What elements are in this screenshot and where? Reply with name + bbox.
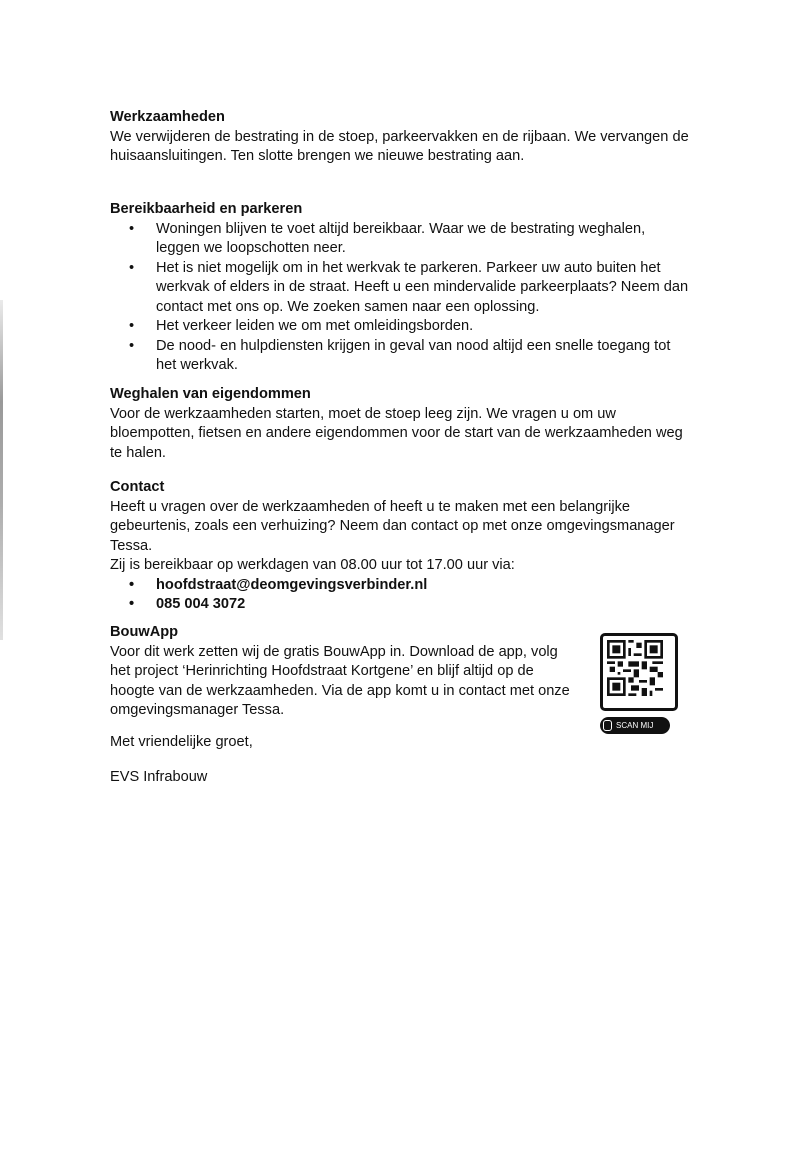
list-item: • Het is niet mogelijk om in het werkvak te parkeren. Parkeer uw auto buiten het werkvak of elders in de straat. Heeft u een mindervalide parkeerplaats? Neem dan contact met ons op. We zoeken samen naar een oplossing. [156, 259, 690, 318]
list-item: • Het verkeer leiden we om met omleidingsborden. [156, 317, 690, 337]
phone-icon [603, 720, 612, 731]
scan-me-badge [600, 717, 670, 734]
qr-code[interactable] [600, 633, 678, 711]
bullet-list [110, 220, 690, 376]
scan-me-label: SCAN MIJ [616, 721, 654, 730]
contact-list [110, 576, 690, 615]
section-title: Contact [110, 479, 165, 495]
section-eigendommen [110, 385, 690, 463]
section-text: Voor de werkzaamheden starten, moet de stoep leeg zijn. We vragen u om uw bloempotten, fietsen en andere eigendommen voor de start van de werkzaamheden weg te halen. [110, 405, 683, 461]
section-title: Weghalen van eigendommen [110, 386, 311, 402]
section-werkzaamheden [110, 108, 690, 167]
section-title: Bereikbaarheid en parkeren [110, 201, 303, 217]
section-title: BouwApp [110, 624, 179, 640]
availability-text: Zij is bereikbaar op werkdagen van 08.00 uur tot 17.00 uur via: [110, 557, 515, 573]
contact-phone[interactable]: • 085 004 3072 [156, 595, 690, 615]
section-text: Heeft u vragen over de werkzaamheden of heeft u te maken met een belangrijke gebeurtenis, zoals een verhuizing? Neem dan contact op met onze omgevingsmanager Tessa. [110, 498, 675, 554]
qr-code-icon [607, 640, 663, 696]
section-bereikbaarheid [110, 200, 690, 376]
section-text: Voor dit werk zetten wij de gratis BouwApp in. Download de app, volg het project ‘Herinrichting Hoofdstraat Kortgene’ en blijf altijd op de hoogte van de werkzaamheden. Via de app komt u in contact met onze omgevingsmanager Tessa. [110, 643, 570, 718]
scan-edge-artifact [0, 300, 3, 640]
list-item: • De nood- en hulpdiensten krijgen in geval van nood altijd een snelle toegang tot het werkvak. [156, 337, 690, 376]
qr-code-block[interactable] [600, 633, 670, 734]
closing-greeting: Met vriendelijke groet, [110, 734, 253, 750]
contact-email-link[interactable]: • hoofdstraat@deomgevingsverbinder.nl [156, 576, 690, 596]
list-item: • Woningen blijven te voet altijd bereikbaar. Waar we de bestrating weghalen, leggen we loopschotten neer. [156, 220, 690, 259]
section-text: We verwijderen de bestrating in de stoep, parkeervakken en de rijbaan. We vervangen de huisaansluitingen. Ten slotte brengen we nieuwe bestrating aan. [110, 128, 689, 164]
signature: EVS Infrabouw [110, 769, 208, 785]
section-bouwapp [110, 623, 580, 721]
section-contact [110, 478, 690, 615]
section-title: Werkzaamheden [110, 109, 225, 125]
